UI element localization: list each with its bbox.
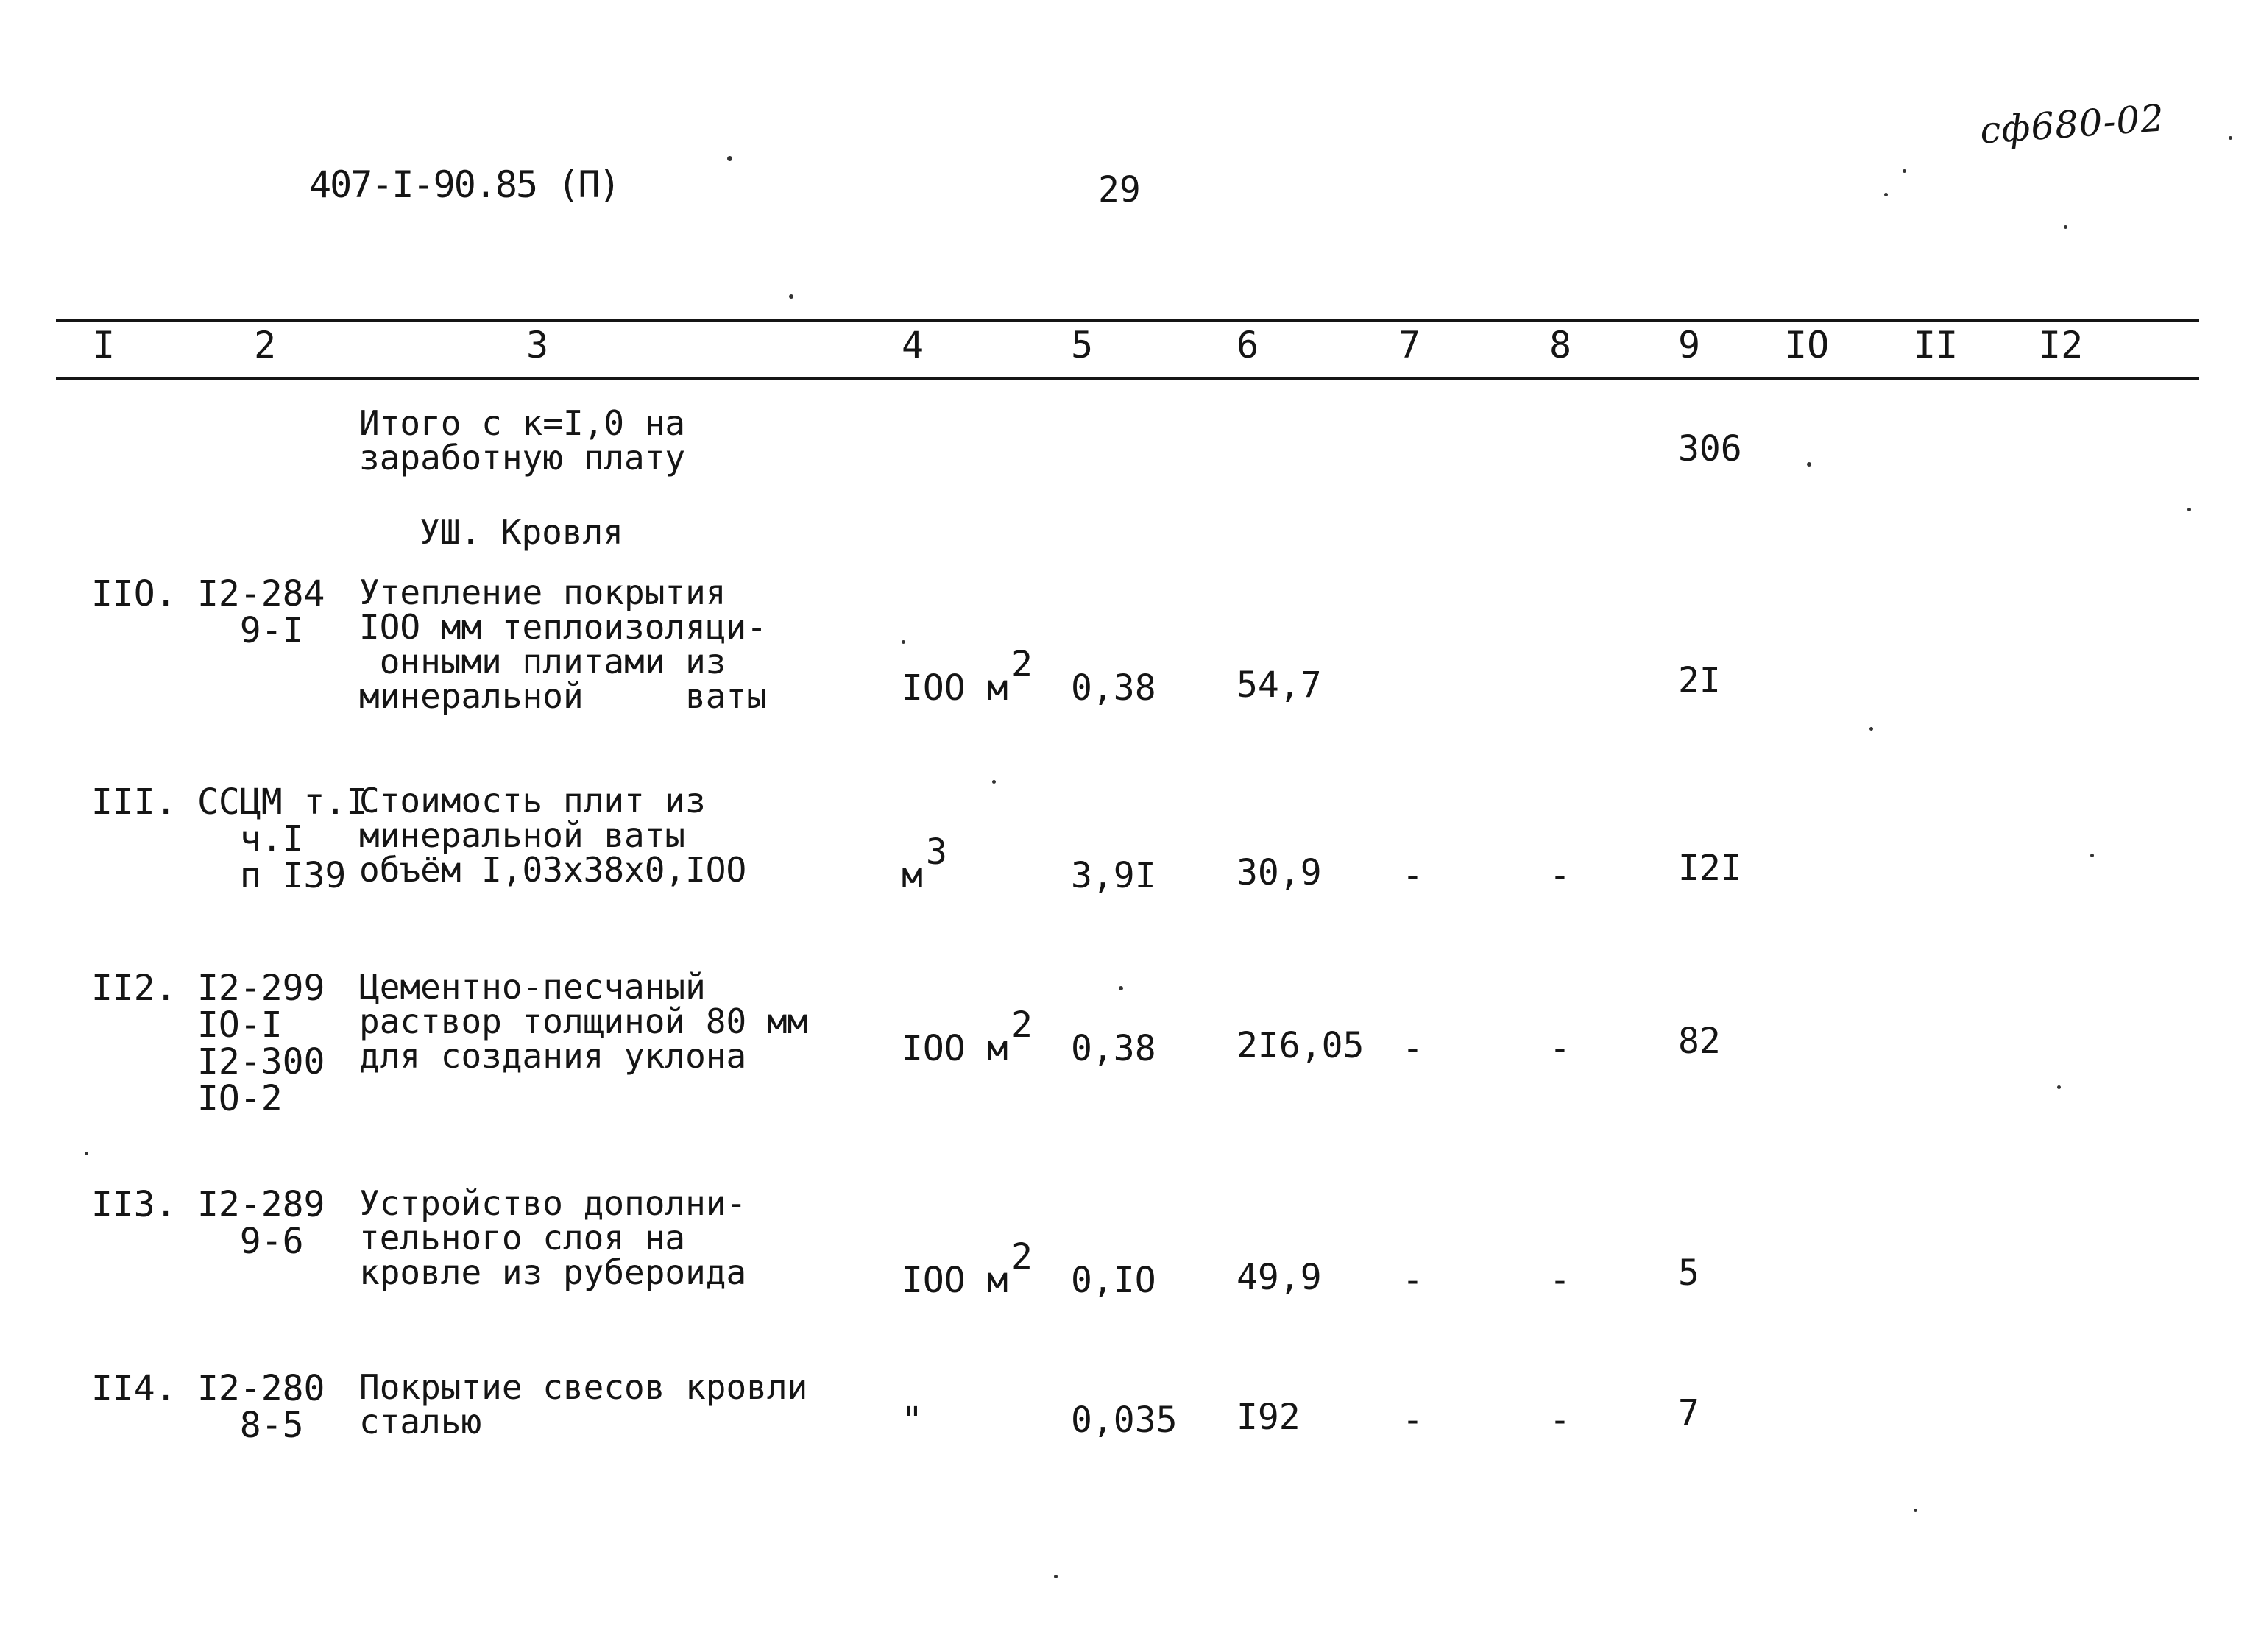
row-price: 2I6,05: [1236, 1025, 1365, 1066]
row-quantity: 0,035: [1071, 1400, 1178, 1441]
row-unit-superscript: 3: [926, 832, 947, 873]
table-header-rule: [56, 377, 2199, 380]
row-col9: 2I: [1678, 660, 1721, 701]
row-col9: 5: [1678, 1252, 1699, 1294]
row-unit-superscript: 2: [1011, 644, 1033, 685]
row-description: Покрытие свесов кровли сталью: [359, 1367, 808, 1442]
column-header-5: 5: [1071, 324, 1094, 366]
archive-stamp: сф680-02: [1978, 96, 2166, 152]
document-code: 407-I-90.85 (П): [309, 163, 620, 206]
scan-speck: [1807, 462, 1811, 467]
row-price: 30,9: [1236, 852, 1322, 893]
row-code: I2-280 8-5: [197, 1368, 325, 1446]
column-header-7: 7: [1398, 324, 1421, 366]
row-number: II4.: [91, 1368, 177, 1409]
scan-speck: [902, 640, 905, 644]
row-quantity: 0,38: [1071, 667, 1156, 709]
scan-speck: [1903, 169, 1906, 173]
column-header-9: 9: [1678, 324, 1701, 366]
column-header-4: 4: [902, 324, 924, 366]
row-unit-superscript: 2: [1011, 1004, 1033, 1046]
scan-speck: [2187, 508, 2191, 511]
row-number: II3.: [91, 1184, 177, 1225]
column-header-6: 6: [1236, 324, 1259, 366]
row-unit: IOO м: [902, 1260, 1008, 1301]
scan-speck: [2064, 225, 2067, 229]
scan-speck: [1054, 1575, 1058, 1578]
scan-speck: [1869, 727, 1873, 731]
row-col8: -: [1549, 1260, 1571, 1301]
column-header-2: 2: [254, 324, 277, 366]
column-header-11: II: [1914, 324, 1959, 366]
row-unit: ": [902, 1400, 923, 1441]
column-header-10: IO: [1785, 324, 1830, 366]
scan-speck: [1914, 1509, 1917, 1512]
scan-speck: [2229, 136, 2232, 140]
section-title: УШ. Кровля: [420, 512, 623, 552]
subtotal-label: Итого с к=I,0 на заработную плату: [359, 403, 686, 478]
row-unit-superscript: 2: [1011, 1236, 1033, 1277]
row-code: ССЦМ т.I ч.I п I39: [197, 781, 368, 896]
row-unit: м: [902, 855, 923, 896]
column-header-8: 8: [1549, 324, 1572, 366]
row-col7: -: [1402, 1028, 1423, 1069]
scan-speck: [789, 294, 793, 299]
row-code: I2-299 IO-I I2-300 IO-2: [197, 968, 325, 1119]
column-header-3: 3: [526, 324, 549, 366]
scan-speck: [1119, 986, 1123, 990]
row-quantity: 0,IO: [1071, 1260, 1156, 1301]
row-description: Цементно-песчаный раствор толщиной 80 мм для создания уклона: [359, 967, 808, 1076]
row-number: IIO.: [91, 573, 177, 614]
row-col8: -: [1549, 1028, 1571, 1069]
row-unit: IOO м: [902, 667, 1008, 709]
table-top-rule: [56, 319, 2199, 322]
column-header-1: I: [93, 324, 116, 366]
row-description: Утепление покрытия IOO мм теплоизоляци- онными плитами из минеральной ваты: [359, 572, 767, 716]
row-price: I92: [1236, 1397, 1301, 1438]
page-number: 29: [1098, 169, 1141, 210]
subtotal-col9: 306: [1678, 428, 1742, 469]
scan-speck: [727, 156, 732, 161]
row-price: 49,9: [1236, 1257, 1322, 1298]
row-col9: 7: [1678, 1392, 1699, 1433]
row-code: I2-289 9-6: [197, 1184, 325, 1262]
row-number: III.: [91, 781, 177, 823]
row-number: II2.: [91, 968, 177, 1009]
scan-speck: [1884, 193, 1888, 196]
row-price: 54,7: [1236, 664, 1322, 706]
row-code: I2-284 9-I: [197, 573, 325, 651]
column-header-12: I2: [2039, 324, 2084, 366]
row-col7: -: [1402, 1400, 1423, 1441]
scan-speck: [992, 780, 996, 784]
row-description: Стоимость плит из минеральной ваты объём I,03x38x0,IOO: [359, 781, 747, 890]
row-col7: -: [1402, 1260, 1423, 1301]
row-quantity: 0,38: [1071, 1028, 1156, 1069]
row-description: Устройство дополни- тельного слоя на кровле из рубероида: [359, 1183, 747, 1292]
row-col7: -: [1402, 855, 1423, 896]
row-col9: 82: [1678, 1021, 1721, 1062]
row-unit: IOO м: [902, 1028, 1008, 1069]
scan-speck: [85, 1152, 88, 1155]
row-col8: -: [1549, 1400, 1571, 1441]
scan-speck: [2090, 854, 2094, 857]
row-col9: I2I: [1678, 848, 1742, 889]
row-quantity: 3,9I: [1071, 855, 1156, 896]
row-col8: -: [1549, 855, 1571, 896]
scan-speck: [2057, 1085, 2061, 1089]
